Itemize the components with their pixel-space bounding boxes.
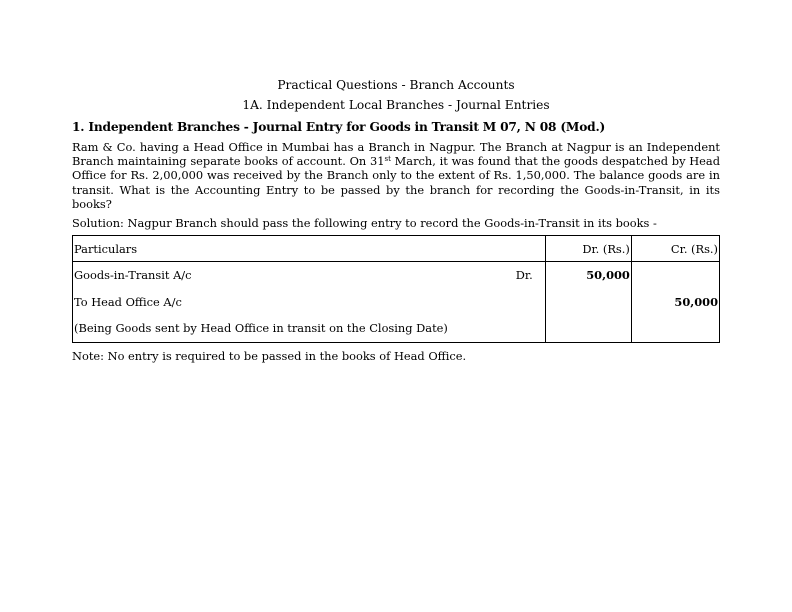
- table-body-row: [73, 262, 720, 343]
- header-credit: Cr. (Rs.): [631, 236, 719, 262]
- credit-amount-cell: [631, 262, 719, 343]
- particulars-credit-account: To Head Office A/c: [74, 294, 182, 309]
- question-body-part2: March, it was found that the goods despatched by Head Office for Rs. 2,00,000 was received by the Branch only to the extent of Rs. 1,50,000. The balance goods are in transit. What is the Accounting Entry to be passed by the branch for recording the Goods-in-Transit, in its books?: [72, 154, 720, 211]
- header-particulars: Particulars: [73, 236, 546, 262]
- page-header-subtitle: 1A. Independent Local Branches - Journal Entries: [242, 98, 550, 112]
- particulars-narration: (Being Goods sent by Head Office in transit on the Closing Date): [74, 321, 448, 336]
- entry-line-credit: [73, 289, 545, 316]
- debit-marker: Dr.: [515, 268, 533, 283]
- credit-amount-blank-2: [632, 315, 719, 342]
- particulars-debit-account: Goods-in-Transit A/c: [74, 268, 192, 283]
- question-body: [72, 140, 720, 211]
- question-body-superscript: st: [384, 155, 391, 164]
- particulars-cell: [73, 262, 546, 343]
- journal-entry-table: [72, 235, 720, 343]
- note-text: Note: No entry is required to be passed in the books of Head Office.: [72, 348, 467, 363]
- solution-text: Solution: Nagpur Branch should pass the following entry to record the Goods-in-Transit in its books -: [72, 216, 657, 231]
- debit-amount-blank-2: [546, 315, 631, 342]
- credit-amount: 50,000: [674, 294, 718, 309]
- table-header-row: [73, 236, 720, 262]
- question-body-part1: Ram & Co. having a Head Office in Mumbai has a Branch in Nagpur. The Branch at Nagpur is an Independent Branch maintaining separate books of account. On 31: [72, 140, 720, 169]
- debit-amount-cell: [545, 262, 631, 343]
- debit-amount: 50,000: [586, 268, 630, 283]
- debit-amount-blank-1: [546, 289, 631, 316]
- entry-line-narration: [73, 315, 545, 342]
- page-header-title: Practical Questions - Branch Accounts: [277, 78, 515, 92]
- question-title: 1. Independent Branches - Journal Entry for Goods in Transit M 07, N 08 (Mod.): [72, 120, 606, 134]
- entry-line-debit: [73, 262, 545, 289]
- credit-amount-blank-0: [632, 262, 719, 289]
- header-debit: Dr. (Rs.): [545, 236, 631, 262]
- document-page: [72, 78, 720, 363]
